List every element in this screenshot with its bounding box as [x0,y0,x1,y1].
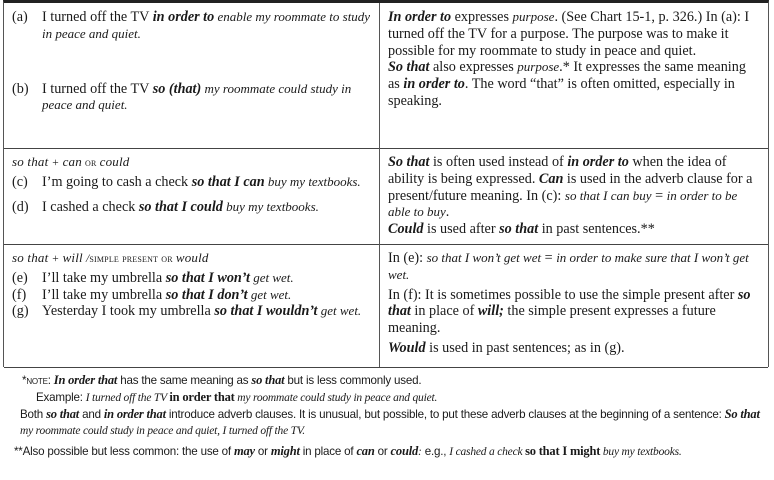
example-label: (g) [12,303,29,320]
text-run: I’ll take my umbrella [42,286,166,303]
emphasis-text: buy my textbooks. [600,446,682,458]
example-sentence [12,9,371,43]
footnote-paragraph [20,406,767,439]
emphasis-text: In order to [388,9,452,25]
example-sentence [12,174,371,191]
emphasis-text: so that I could [138,198,223,215]
emphasis-text: enable my roommate to study in peace and quiet. [42,9,371,41]
text-run: and [79,408,104,421]
emphasis-text: so (that) [152,80,202,97]
text-run: when the idea of ability is being expressed. [388,154,727,187]
explanation-cell [380,3,768,148]
explanation-paragraph [388,221,760,238]
emphasis-text: my roommate could study in peace and quiet. [42,80,352,113]
emphasis-text: : [418,446,422,458]
emphasis-text: I cashed a check [449,446,526,458]
emphasis-text: so that I wouldn’t [214,303,318,320]
text-run: the simple present expresses a future meaning. [388,303,716,337]
text-run: in place of [410,303,478,320]
example-label: (f) [12,286,27,303]
emphasis-text: purpose [512,9,555,24]
emphasis-text: in order that [103,407,166,421]
text-run: Example: [36,391,86,404]
emphasis-text: Can [538,170,564,187]
emphasis-text: Would [388,339,426,356]
emphasis-text: so that [251,373,285,387]
emphasis-text: in order to [567,154,629,170]
emphasis-text: in order to [152,9,215,25]
emphasis-text: I turned off the TV [85,392,170,404]
emphasis-text: so that I can buy [564,187,652,203]
footnote-paragraph [36,389,767,406]
emphasis-text: so that I won’t get wet [426,250,542,265]
text-run: is used in the adverb clause for a present/future meaning. In (c): [388,170,753,204]
example-sentence [12,199,371,216]
text-run: or [374,445,391,458]
chart-row-will-would [4,244,768,368]
emphasis-text: So that [388,154,430,170]
text-run: + [48,157,63,169]
emphasis-text: in order that [169,390,235,404]
footnote-paragraph [22,372,767,389]
example-label: (e) [12,269,28,286]
small-caps-text: or [81,157,100,169]
text-run: introduce adverb clauses. It is unusual, but possible, to put these adverb clauses at the beginning of a sentence: [165,408,725,421]
example-label: (a) [12,9,28,25]
text-run: also expresses [429,59,518,76]
text-run: I’m going to cash a check [42,173,192,190]
text-run: **Also possible but less common: the use of [14,445,234,458]
emphasis-text: so that [12,250,49,265]
emphasis-text: so that [499,221,539,238]
emphasis-text: would [175,250,209,265]
emphasis-text: may [233,444,255,458]
text-run: I turned off the TV [42,9,153,25]
text-run: . (See Chart 15-1, p. 326.) In (a): I turned off the TV for a purpose. The purpose was to make it possible for my roommate to study in peace and quiet. [388,9,750,59]
emphasis-text: so that [46,407,80,421]
text-run: is often used instead of [429,154,568,170]
text-run: + [48,253,63,265]
small-caps-text: note: [26,374,54,387]
emphasis-text: so that I might [525,444,601,458]
text-run: . The word “that” is often omitted, especially in speaking. [388,76,735,109]
example-sentence [12,270,371,287]
examples-cell [4,244,380,367]
text-run: / [82,253,90,265]
small-caps-text: simple present or [89,253,176,265]
example-label: (b) [12,80,29,97]
chart-row-purpose [4,3,768,149]
section-heading [12,250,371,268]
explanation-paragraph [388,287,760,337]
text-run: expresses [451,9,513,25]
text-run: = [651,187,667,204]
text-run: has the same meaning as [117,374,252,387]
emphasis-text: could [99,154,130,169]
text-run: or [254,445,271,458]
emphasis-text: my roommate could study in peace and quiet, I turned off the TV. [20,425,305,437]
explanation-paragraph [388,59,760,109]
text-run: Yesterday I took my umbrella [42,303,215,320]
text-run: = [541,250,557,266]
explanation-paragraph [388,9,760,59]
text-run: but is less commonly used. [284,374,422,387]
explanation-paragraph [388,250,760,284]
chart-row-can-could [4,148,768,245]
emphasis-text: in order to [403,76,465,93]
text-run: .* It expresses the same meaning as [388,59,746,93]
section-heading [12,154,371,172]
text-run: is used in past sentences; as in (g). [425,339,625,356]
grammar-chart-table [3,0,769,367]
emphasis-text: get wet. [249,269,294,285]
emphasis-text: might [270,444,300,458]
emphasis-text: could [390,444,419,458]
emphasis-text: get wet. [317,303,362,319]
example-sentence [12,81,371,115]
emphasis-text: will [62,250,83,265]
emphasis-text: So that [724,407,760,421]
example-label: (d) [12,198,29,215]
text-run: is used after [423,221,500,238]
text-run: I turned off the TV [42,80,153,97]
explanation-cell [380,244,768,367]
emphasis-text: so that [388,286,751,320]
footnote-paragraph [14,443,767,460]
text-run: . [445,204,450,221]
emphasis-text: so that [12,154,49,169]
example-sentence [12,303,371,320]
explanation-paragraph [388,340,760,357]
emphasis-text: can [356,444,375,458]
example-sentence [12,287,371,304]
emphasis-text: In order that [53,373,118,387]
emphasis-text: my roommate could study in peace and quiet. [234,392,438,404]
emphasis-text: can [62,154,82,169]
text-run: I cashed a check [42,198,139,215]
text-run: In (f): It is sometimes possible to use the simple present after [388,286,738,303]
text-run: e.g., [421,445,450,458]
text-run: * [22,374,27,387]
emphasis-text: purpose [517,59,560,75]
text-run: Both [20,408,47,421]
emphasis-text: So that [388,59,430,76]
explanation-paragraph [388,154,760,221]
examples-cell [4,3,380,148]
emphasis-text: so that I can [191,173,265,190]
text-run: In (e): [388,250,427,266]
example-label: (c) [12,173,28,190]
emphasis-text: so that I don’t [165,286,248,303]
text-run: I’ll take my umbrella [42,269,166,286]
emphasis-text: in order to make sure that I won’t get wet. [388,250,749,282]
text-run: in past sentences.** [538,221,655,238]
examples-cell [4,148,380,244]
emphasis-text: will; [477,303,504,320]
emphasis-text: buy my textbooks. [222,198,319,214]
emphasis-text: in order to be able to buy [388,187,738,220]
footnotes [14,372,767,460]
emphasis-text: buy my textbooks. [264,173,361,189]
explanation-cell [380,148,768,244]
emphasis-text: so that I won’t [165,269,250,286]
text-run: in place of [299,445,357,458]
emphasis-text: get wet. [247,286,292,302]
emphasis-text: Could [388,221,424,238]
